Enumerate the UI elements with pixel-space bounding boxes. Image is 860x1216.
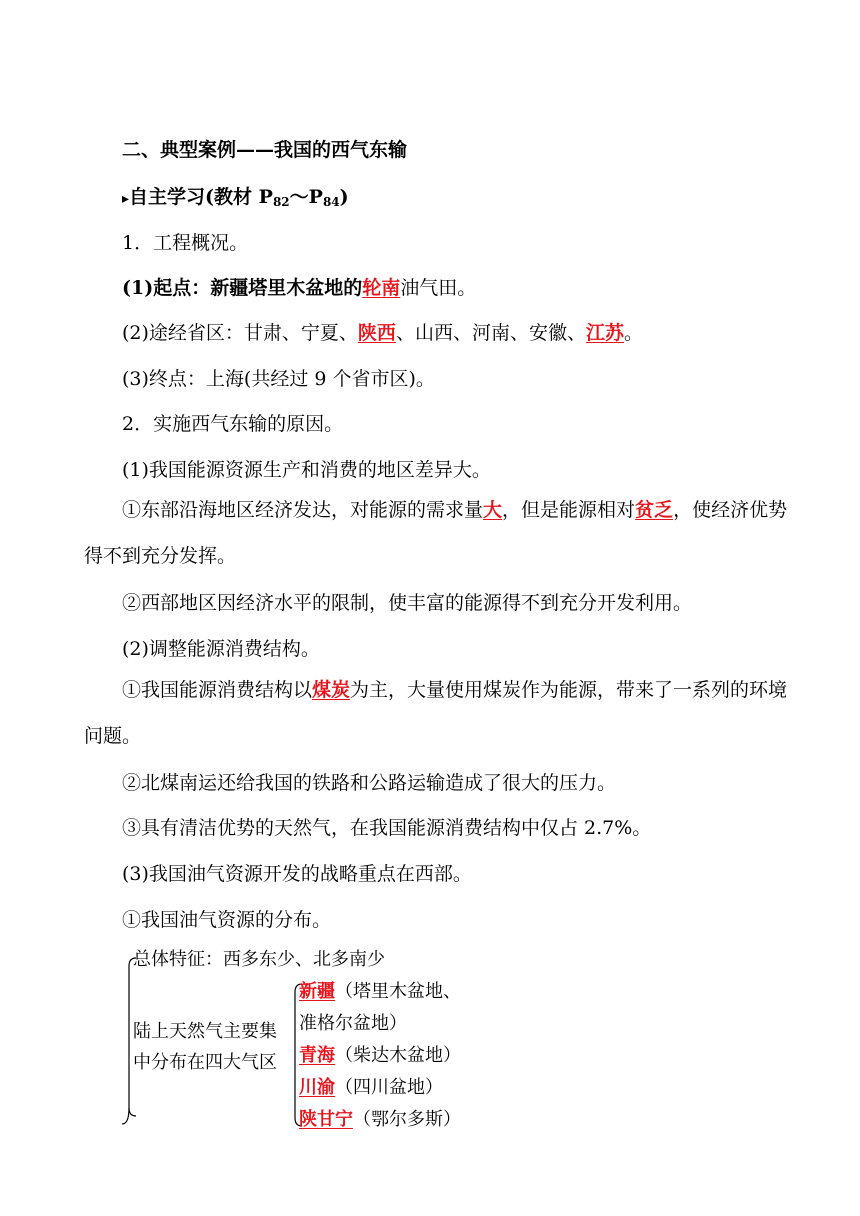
- keyword-jiangsu: 江苏: [585, 322, 624, 344]
- tree-region-xinjiang-cont: 准格尔盆地）: [299, 1013, 407, 1034]
- item2-heading: 2．实施西气东输的原因。: [122, 413, 344, 435]
- item2-p3-a: ①我国油气资源的分布。: [122, 909, 332, 931]
- tree-region-xinjiang: 新疆（塔里木盆地、: [299, 981, 461, 1002]
- outer-brace-tip: [122, 1108, 129, 1124]
- keyword-da: 大: [483, 499, 503, 521]
- item2-p2-c: ③具有清洁优势的天然气，在我国能源消费结构中仅占 2.7%。: [122, 817, 652, 839]
- tree-region-shaanganning: 陕甘宁（鄂尔多斯）: [299, 1109, 461, 1130]
- keyword-shaanxi: 陕西: [357, 322, 396, 344]
- item2-p1-heading: (1)我国能源资源生产和消费的地区差异大。: [122, 459, 491, 481]
- keyword-meitan: 煤炭: [312, 679, 351, 701]
- item2-p3-heading: (3)我国油气资源开发的战略重点在西部。: [122, 863, 472, 885]
- triangle-marker-icon: ▸: [122, 191, 130, 207]
- item2-p2-heading: (2)调整能源消费结构。: [122, 638, 320, 660]
- item2-p1-a: ①东部沿海地区经济发达，对能源的需求量大，但是能源相对贫乏，使经济优势得不到充分发挥。: [84, 499, 788, 567]
- tree-region-qinghai: 青海（柴达木盆地）: [299, 1045, 461, 1066]
- keyword-lunnan: 轮南: [362, 277, 401, 299]
- item2-p2-b: ②北煤南运还给我国的铁路和公路运输造成了很大的压力。: [122, 772, 617, 794]
- item2-p1-b: ②西部地区因经济水平的限制，使丰富的能源得不到充分开发利用。: [122, 592, 693, 614]
- item2-p2-a: ①我国能源消费结构以煤炭为主，大量使用煤炭作为能源，带来了一系列的环境问题。: [84, 679, 788, 747]
- item1-heading: 1．工程概况。: [122, 232, 249, 254]
- tree-land-line2: 中分布在四大气区: [133, 1052, 277, 1073]
- tree-region-chuanyu: 川渝（四川盆地）: [299, 1077, 443, 1098]
- self-study-heading: ▸自主学习(教材 $P_{82}\sim P_{84}$): [122, 186, 349, 209]
- tree-overall: 总体特征：西多东少、北多南少: [133, 949, 385, 970]
- item1-end: (3)终点：上海(共经过 9 个省市区)。: [122, 368, 435, 390]
- item1-start: (1)起点：新疆塔里木盆地的轮南油气田。: [122, 277, 477, 299]
- item1-route: (2)途经省区：甘肃、宁夏、陕西、山西、河南、安徽、江苏。: [122, 322, 643, 344]
- section-title: 二、典型案例——我国的西气东输: [122, 139, 408, 161]
- keyword-pinfa: 贫乏: [635, 499, 674, 521]
- tree-land-line1: 陆上天然气主要集: [133, 1021, 277, 1042]
